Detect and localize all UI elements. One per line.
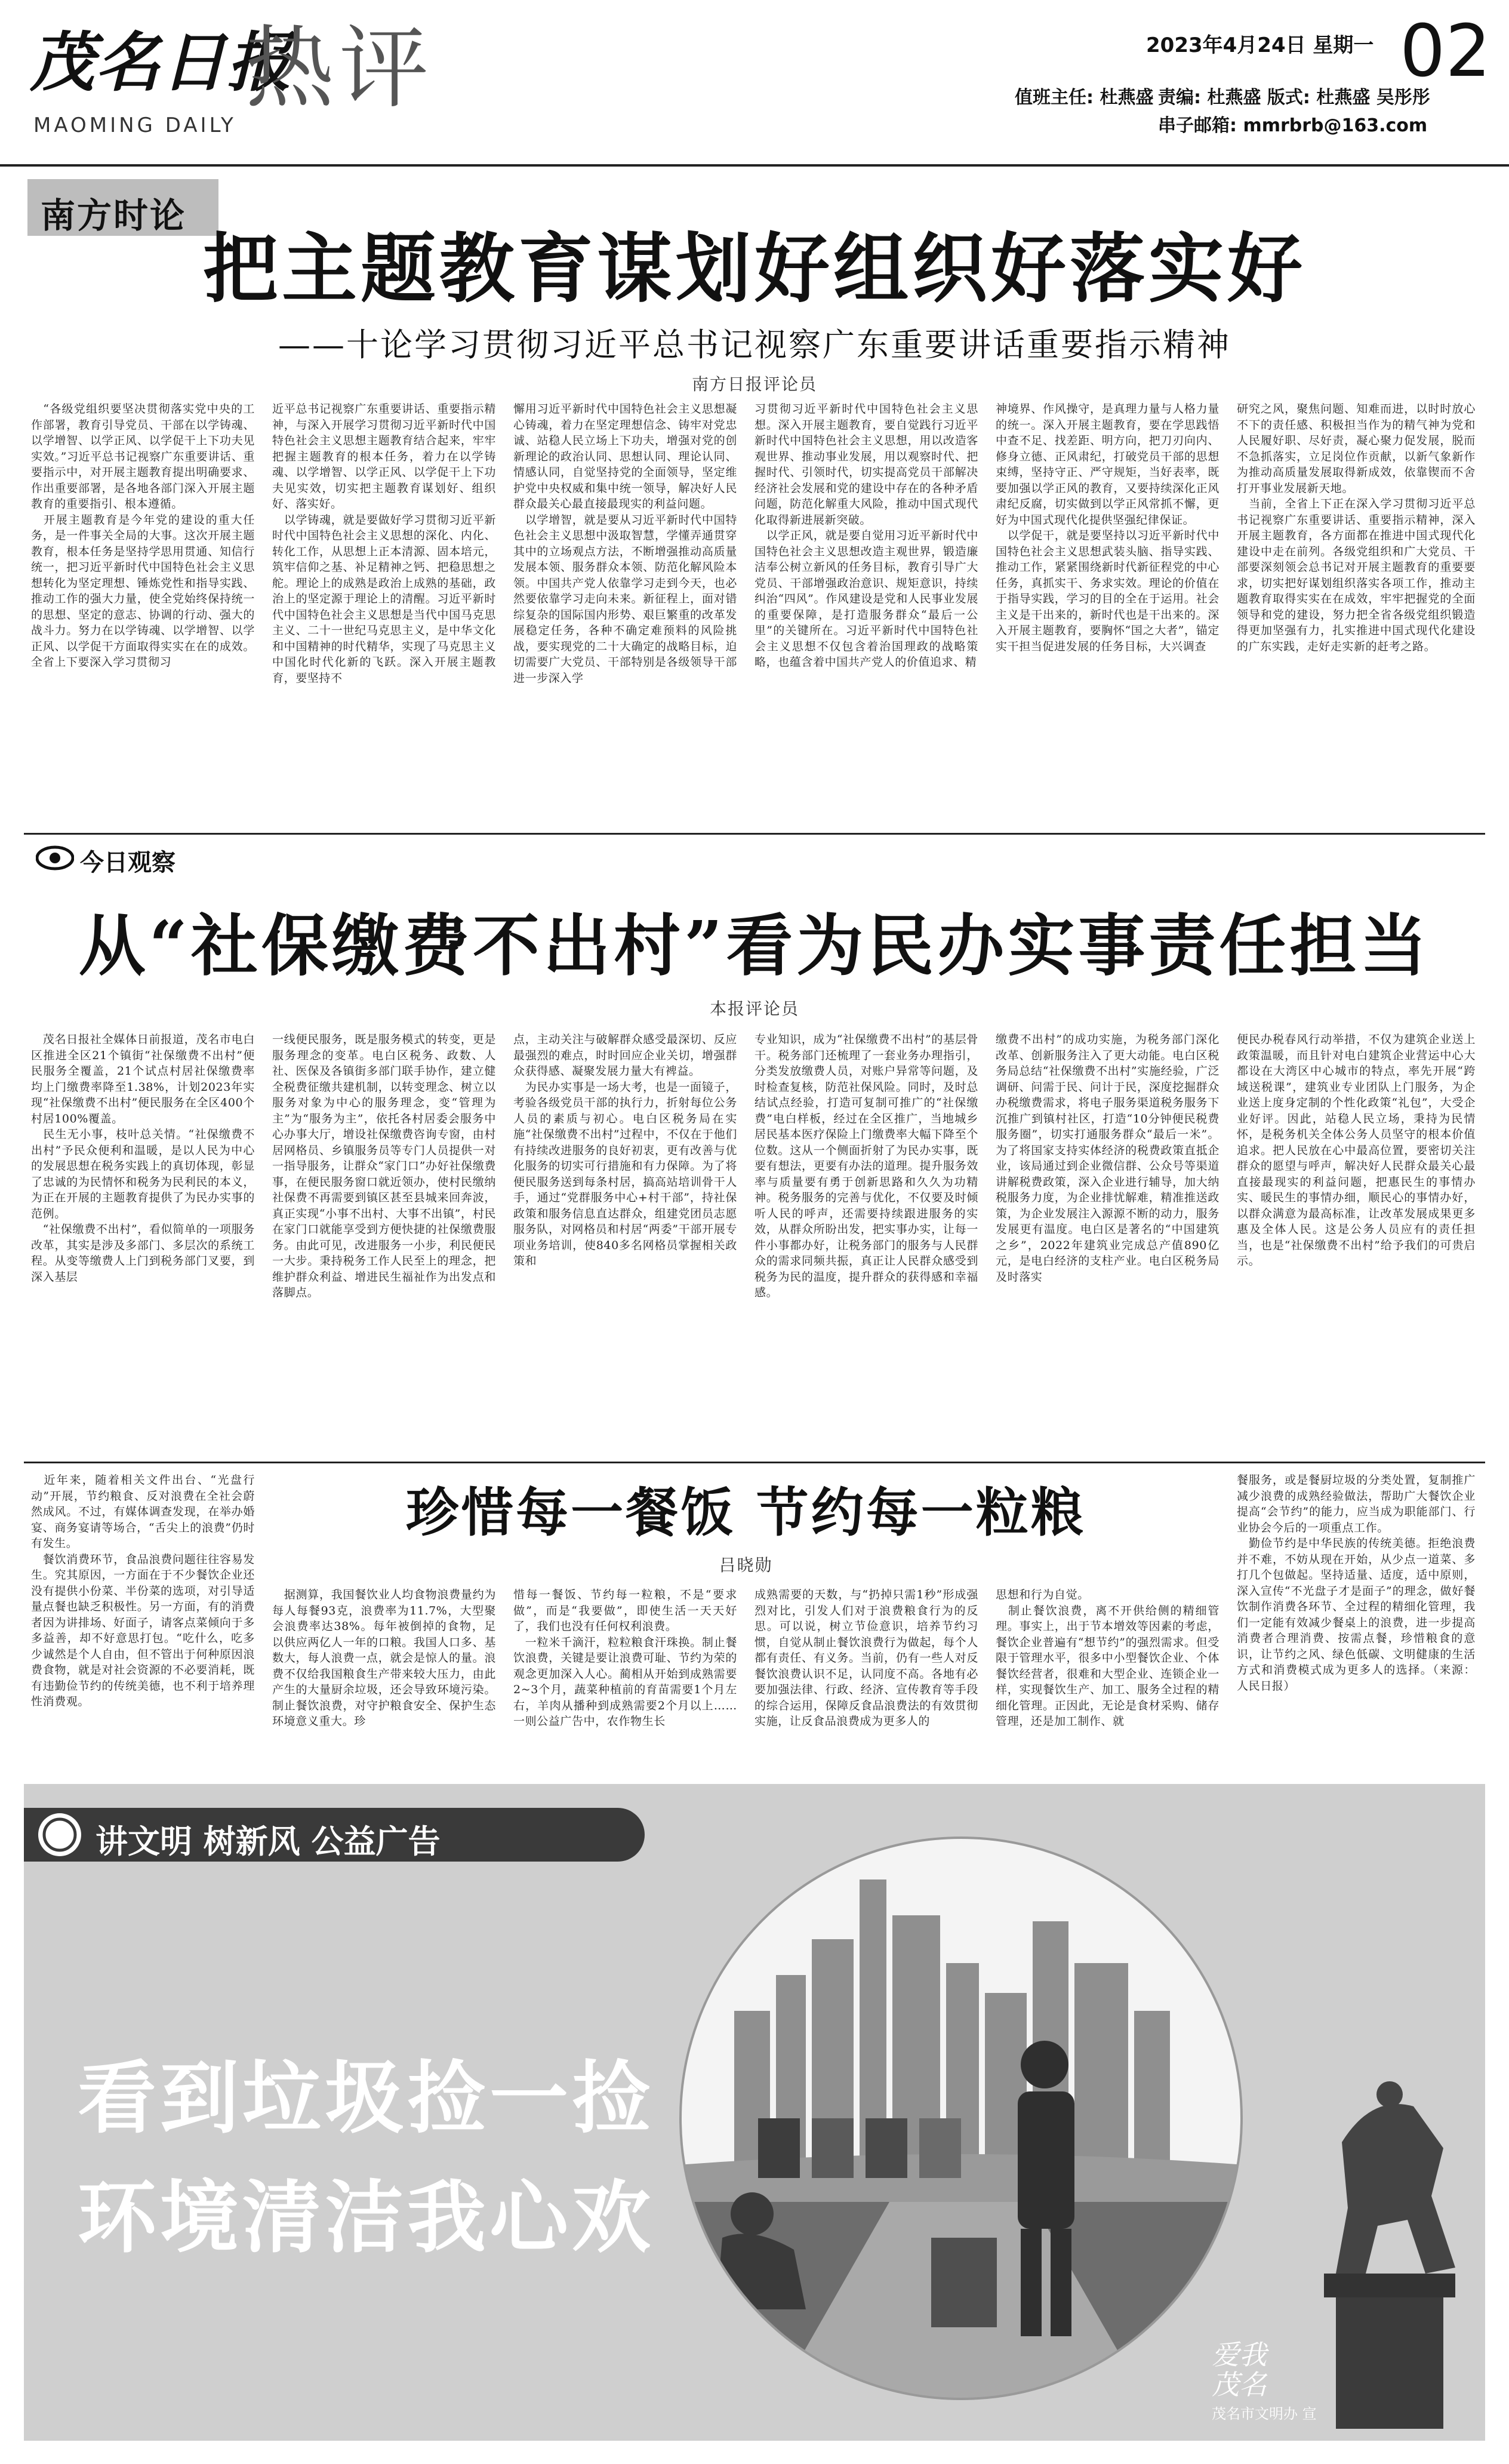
ad-tag-text: 讲文明 树新风 公益广告 — [96, 1823, 441, 1860]
article1-col-6: 研究之风，聚焦问题、知难而进，以时时放心不下的责任感、积极担当作为的精气神为党和人民履好职、尽好责，凝心聚力促发展，脱而不急抓落实，立足岗位作贡献，以新气象新作为推动高质量发展取得新成效，依靠锲而不舍打开事业发展新天地。 当前，全省上下正在深入学习贯彻习近平总书记视察广东重要讲话、重要指示精神，深入开展主题教育，各方面都在推进中国式现代化建设中走在前列。各级党组织和广大党员、干部要深刻领会总书记对开展主题教育的重要要求，切实把好谋划组织落实各项工作，推动主题教育取得实实在在成效，牢牢把握党的全面领导和党的建设，努力把全省各级党组织锻造得更加坚强有力，扎实推进中国式现代化建设的广东实践，走好走实新的赶考之路。 — [1237, 402, 1476, 653]
article1-col-3: 懈用习近平新时代中国特色社会主义思想凝心铸魂，着力在坚定理想信念、铸牢对党忠诚、站稳人民立场上下功夫，增强对党的创新理论的政治认同、思想认同、理论认同、情感认同，自觉坚持党的全面领导，坚定维护党中央权威和集中统一领导，解决好人民群众最关心最直接最现实的利益问题。 以学增智，就是要从习近平新时代中国特色社会主义思想中汲取智慧，学懂弄通贯穿其中的立场观点方法，不断增强推动高质量发展本领、服务群众本领、防范化解风险本领。中国共产党人依靠学习走到今天，也必然要依靠学习走向未来。新征程上，面对错综复杂的国际国内形势、艰巨繁重的改革发展稳定任务，各种不确定难预料的风险挑战，要实现党的二十大确定的战略目标，迫切需要广大党员、干部特别是各级领导干部进一步深入学 — [513, 402, 737, 685]
article3-col-1: 近年来，随着相关文件出台、“光盘行动”开展，节约粮食、反对浪费在全社会蔚然成风。不过，有媒体调查发现，在举办婚宴、商务宴请等场合，“舌尖上的浪费”仍时有发生。 餐饮消费环节，食品浪费问题往往容易发生。究其原因，一方面在于不少餐饮企业还没有提供小份菜、半份菜的选项，对引导适量点餐也缺乏积极性。另一方面，有的消费者因为讲排场、好面子，请客点菜倾向于多多益善，却不好意思打包。“吃什么，吃多少诚然是个人自由，但不管出于何种原因浪费食物，就是对社会资源的不必要消耗，既有违勤俭节约的传统美德，也不利于培养理性消费观。 — [31, 1474, 255, 1708]
eye-icon — [36, 845, 74, 871]
article1-col-4: 习贯彻习近平新时代中国特色社会主义思想。深入开展主题教育，要自觉践行习近平新时代中国特色社会主义思想，用以改造客观世界、推动事业发展，用以观察时代、把握时代、引领时代，切实提高党员干部解决经济社会发展和党的建设中存在的各种矛盾问题，防范化解重大风险，推动中国式现代化取得新进展新突破。 以学正风，就是要自觉用习近平新时代中国特色社会主义思想改造主观世界，锻造廉洁奉公树立新风的任务目标，教育引导广大党员、干部增强政治意识、规矩意识，持续纠治“四风”。作风建设是党和人民事业发展的重要保障，是打造服务群众“最后一公里”的关键所在。习近平新时代中国特色社会主义思想不仅包含着治国理政的战略策略，也蕴含着中国共产党人的价值追求、精 — [754, 402, 978, 669]
article3-col-3: 惜每一餐饭、节约每一粒粮，不是“要求做”，而是“我要做”，即使生活一天天好了，我们也没有任何权利浪费。 一粒米千滴汗，粒粒粮食汗珠换。制止餐饮浪费，关键是要让浪费可耻、节约为荣的观念更加深入人心。蔺相从开始到成熟需要2~3个月，蔬菜种植前的育苗需要1个月左右，羊肉从播种到成熟需要2个月以上……一则公益广告中，农作物生长 — [513, 1588, 737, 1728]
article3-title: 珍惜每一餐饭 节约每一粒粮 — [406, 1481, 1086, 1543]
editor-email: 串子邮箱: mmrbrb@163.com — [1158, 115, 1428, 136]
column-tag-text: 南方时论 — [41, 195, 187, 236]
ad-headline-line-1: 看到垃圾捡一捡 — [78, 2053, 654, 2145]
section-name: 热评 — [245, 17, 434, 121]
logo-text-2: 茂名 — [1212, 2368, 1267, 2401]
masthead-divider — [0, 164, 1509, 167]
column-tag-text: 今日观察 — [80, 849, 175, 876]
page-number: 02 — [1400, 10, 1491, 93]
article3-col-2: 据测算，我国餐饮业人均食物浪费量约为每人每餐93克，浪费率为11.7%，大型聚会浪费率达38%。每年被倒掉的食物，足以供应两亿人一年的口粮。我国人口多、基数大，每人浪费一点，就会是惊人的量。浪费不仅给我国粮食生产带来较大压力，由此产生的大量厨余垃圾，还会导致环境污染。制止餐饮浪费，对守护粮食安全、保护生态环境意义重大。珍 — [272, 1588, 496, 1728]
article1-col-1: “各级党组织要坚决贯彻落实党中央的工作部署，教育引导党员、干部在以学铸魂、以学增智、以学正风、以学促干上下功夫见实效。”习近平总书记视察广东重要讲话、重要指示中，对开展主题教育提出明确要求、作出重要部署，是各地各部门深入开展主题教育的重要指引、根本遵循。 开展主题教育是今年党的建设的重大任务，是一件事关全局的大事。这次开展主题教育，根本任务是坚持学思用贯通、知信行统一，把习近平新时代中国特色社会主义思想转化为坚定理想、锤炼党性和指导实践、推动工作的强大力量，使全党始终保持统一的思想、坚定的意志、协调的行动、强大的战斗力。努力在以学铸魂、以学增智、以学正风、以学促干方面取得实实在在的成效。全省上下要深入学习贯彻习 — [31, 402, 255, 669]
paper-name-en: MAOMING DAILY — [33, 113, 236, 137]
ad-illustration — [663, 1784, 1259, 2441]
article2-col-6: 便民办税春风行动举措，不仅为建筑企业送上政策温暖，而且针对电白建筑企业营运中心大都设在大湾区中心城市的特点，率先开展“跨域送税课”，建筑业专业团队上门服务，为企业送上度身定制的个性化政策“礼包”，大受企业好评。因此，站稳人民立场，秉持为民情怀，是税务机关全体公务人员坚守的根本价值追求。把人民放在心中最高位置，要密切关注群众的愿望与呼声，解决好人民群众最关心最直接最现实的利益问题，把惠民生的事情办实、暖民生的事情办细，顺民心的事情办好，以群众满意为最高标准，让改革发展成果更多惠及全体人民。这是公务人员应有的责任担当，也是“社保缴费不出村”给予我们的可贵启示。 — [1237, 1033, 1476, 1268]
column-tag-today-observation — [36, 839, 191, 877]
civilization-badge-icon — [36, 1811, 84, 1859]
article2-byline: 本报评论员 — [709, 999, 799, 1019]
article3-col-5: 思想和行为自觉。 制止餐饮浪费，离不开供给侧的精细管理。事实上，出于节本增效等因素的考虑，餐饮企业普遍有“想节约”的强烈需求。但受限于管理水平，很多中小型餐饮企业、个体餐饮经营者，很难和大型企业、连锁企业一样，实现餐饮生产、加工、服务全过程的精细化管理。正因此，无论是食材采购、储存管理，还是加工制作、就 — [996, 1588, 1219, 1728]
logo-caption: 茂名市文明办 宣 — [1212, 2405, 1317, 2422]
article1-title: 把主题教育谋划好组织好落实好 — [203, 224, 1306, 313]
section-divider-2 — [24, 1462, 1485, 1463]
public-service-ad — [24, 1784, 1485, 2441]
article2-col-1: 茂名日报社全媒体日前报道，茂名市电白区推进全区21个镇街“社保缴费不出村”便民服务全覆盖，21个试点村居社保缴费率均上门缴费率降至1.38%，计划2023年实现“社保缴费不出村”便民服务在全区400个村居100%覆盖。 民生无小事，枝叶总关情。“社保缴费不出村”予民众便利和温暖，是以人民为中心的发展思想在税务实践上的真切体现，彰显了忠诚的为民情怀和税务为民利民的本义，为正在开展的主题教育提供了为民办实事的范例。 “社保缴费不出村”，看似简单的一项服务改革，其实是涉及多部门、多层次的系统工程。从变等缴费人上门到税务部门叉要，到深入基层 — [31, 1033, 255, 1284]
duty-editor: 值班主任: 杜燕盛 — [1015, 87, 1154, 108]
issue-date: 2023年4月24日 星期一 — [1146, 33, 1374, 57]
ad-tag — [24, 1808, 645, 1862]
paper-name: 茂名日报 — [30, 25, 293, 100]
masthead — [0, 0, 1509, 173]
logo-text-1: 爱我 — [1212, 2339, 1267, 2371]
article1-byline: 南方日报评论员 — [691, 374, 817, 394]
trash-bin — [931, 2238, 997, 2327]
ad-headline-line-2: 环境清洁我心欢 — [78, 2172, 654, 2264]
article2-col-3: 点，主动关注与破解群众感受最深切、反应最强烈的难点，时时回应企业关切，增强群众获得感、凝聚发展力量大有裨益。 为民办实事是一场大考，也是一面镜子，考验各级党员干部的执行力，折射每位公务人员的素质与初心。电白区税务局在实施“社保缴费不出村”过程中，不仅在于他们有持续改进服务的良好初衷，更有改善与优化服务的切实可行措施和有力保障。为了将便民服务送到每条村居，搞高站培训骨干人手，通过“党群服务中心+村干部”，持社保政策和服务信息直达群众，组建党团员志愿服务队，对网格员和村居“两委”干部开展专项业务培训，使840多名网格员掌握相关政策和 — [513, 1033, 737, 1268]
article1-col-5: 神境界、作风操守，是真理力量与人格力量的统一。深入开展主题教育，要在学思践悟中查不足、找差距、明方向，把刀刃向内、修身立德、正风肃纪，打破党员干部的思想束缚，坚持守正、严守规矩，当好表率，既要加强以学正风的教育，又要持续深化正风肃纪反腐，切实做到以学正风常抓不懈，更好为中国式现代化提供坚强纪律保证。 以学促干，就是要坚持以习近平新时代中国特色社会主义思想武装头脑、指导实践、推动工作，紧紧围绕新时代新征程党的中心任务，真抓实干、务求实效。理论的价值在于指导实践，学习的目的全在于运用。社会主义是干出来的，新时代也是干出来的。深入开展主题教育，要胸怀“国之大者”，锚定实干担当促进发展的任务目标，大兴调查 — [996, 402, 1219, 653]
article1-col-2: 近平总书记视察广东重要讲话、重要指示精神，与深入开展学习贯彻习近平新时代中国特色社会主义思想主题教育结合起来，牢牢把握主题教育的根本任务，着力在以学铸魂、以学增智、以学正风、以学促干上下功夫见实效，切实把主题教育谋划好、组织好、落实好。 以学铸魂，就是要做好学习贯彻习近平新时代中国特色社会主义思想的深化、内化、转化工作，从思想上正本清源、固本培元，筑牢信仰之基、补足精神之钙、把稳思想之舵。理论上的成熟是政治上成熟的基础，政治上的坚定源于理论上的清醒。习近平新时代中国特色社会主义思想是当代中国马克思主义、二十一世纪马克思主义，是中华文化和中国精神的时代精华，实现了马克思主义中国化时代化新的飞跃。深入开展主题教育，要坚持不 — [272, 402, 496, 685]
article2-col-5: 缴费不出村”的成功实施，为税务部门深化改革、创新服务注入了更大动能。电白区税务局总结“社保缴费不出村”实施经验，广泛调研、问需于民、问计于民，深度挖掘群众办税缴费需求，将电子服务渠道税务服务下沉推广到镇村社区，打造“10分钟便民税费服务圈”，切实打通服务群众“最后一米”。为了将国家支持实体经济的税费政策直抵企业，该局通过到企业微信群、公众号等渠道讲解税费政策，深入企业进行辅导，加大纳税服务力度，为企业排忧解难，精准推送政策，为企业发展注入源源不断的动力，服务发展更有温度。电白区是著名的“中国建筑之乡”，2022年建筑业完成总产值890亿元，是电白经济的支柱产业。电白区税务局及时落实 — [996, 1033, 1219, 1284]
article2-title: 从“社保缴费不出村”看为民办实事责任担当 — [78, 907, 1431, 985]
section-divider-1 — [24, 833, 1485, 835]
article3-col-6: 餐服务，或是餐厨垃圾的分类处置，复制推广减少浪费的成熟经验做法，帮助广大餐饮企业提高“会节约”的能力，应当成为职能部门、行业协会今后的一项重点工作。 勤俭节约是中华民族的传统美德。拒绝浪费并不难，不妨从现在开始，从少点一道菜、多打几个包做起。坚持适量、适度，适中原则，深入宣传“不光盘子才是面子”的理念，做好餐饮制作消费各环节、全过程的精细化管理，我们一定能有效减少餐桌上的浪费，进一步提高消费者合理消费、按需点餐，珍惜粮食的意识，让节约之风、绿色低碳、文明健康的生活方式和消费模式成为更多人的选择。（来源：人民日报） — [1237, 1474, 1476, 1693]
page-editors: 责编: 杜燕盛 版式: 杜燕盛 吴彤彤 — [1158, 87, 1430, 108]
article2-col-2: 一线便民服务，既是服务模式的转变，更是服务理念的变革。电白区税务、政数、人社、医保及各镇街多部门联手协作，建立健全税费征缴共建机制，以转变理念、树立以服务对象为中心的服务理念，变“管理为主”为“服务为主”，依托各村居委会服务中心办事大厅，增设社保缴费咨询专窗，由村居网格员、乡镇服务员等专门人员提供一对一指导服务，让群众“家门口”办好社保缴费事，在便民服务窗口就近领办，使村民缴纳社保费不再需要到镇区甚至县城来回奔波，真正实现“小事不出村、大事不出镇”，村民在家门口就能享受到方便快捷的社保缴费服务。由此可见，改进服务一小步，利民便民一大步。秉持税务工作人民至上的理念，把维护群众利益、增进民生福祉作为出发点和落脚点。 — [272, 1033, 496, 1299]
ad-logo — [1206, 2333, 1361, 2435]
article2-col-4: 专业知识，成为“社保缴费不出村”的基层骨干。税务部门还梳理了一套业务办理指引，分类发放缴费人员，对账户异常等问题，及时检查复核，防范社保风险。同时，及时总结试点经验，打造可复制可推广的“社保缴费”电白样板，经过在全区推广，当地城乡居民基本医疗保险上门缴费率大幅下降至个位数。这从一个侧面折射了为民办实事，既要有想法，更要有办法的道理。提升服务效率与质量要有勇于创新思路和久久为功精神。税务服务的完善与优化，不仅要及时倾听人民的呼声，还需要持续跟进服务的实效，从群众所盼出发，把实事办实，让每一件小事都办好，让税务部门的服务与人民群众的需求同频共振，真正让人民群众感受到税务为民的温度，提升群众的获得感和幸福感。 — [754, 1033, 978, 1299]
article3-byline: 吕晓勋 — [719, 1555, 773, 1575]
article1-subtitle: ——十论学习贯彻习近平总书记视察广东重要讲话重要指示精神 — [278, 326, 1231, 364]
article3-col-4: 成熟需要的天数，与“扔掉只需1秒”形成强烈对比，引发人们对于浪费粮食行为的反思。可以说，树立节俭意识，培养节约习惯，自觉从制止餐饮浪费行为做起，每个人都有责任、有义务。当前，仍有一些人对反餐饮浪费认识不足，认同度不高。各地有必要加强法律、行政、经济、宣传教育等手段的综合运用，保障反食品浪费法的有效贯彻实施，让反食品浪费成为更多人的 — [754, 1588, 978, 1728]
